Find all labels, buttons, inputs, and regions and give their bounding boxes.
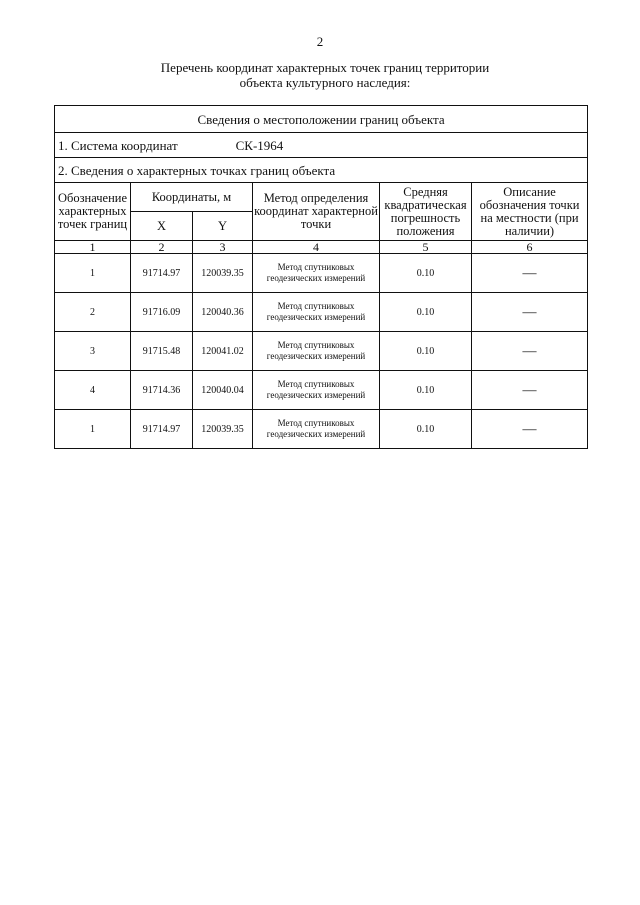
table-row	[55, 332, 588, 371]
header-error: Средняя квадратическая погрешность положения	[380, 183, 472, 241]
method-value: Метод спутниковых геодезических измерений	[253, 332, 380, 371]
header-x: X	[131, 212, 193, 241]
x-value: 91714.97	[131, 410, 193, 449]
title-line-1: Перечень координат характерных точек границ территории	[160, 60, 490, 75]
table-row	[55, 293, 588, 332]
y-value: 120040.36	[193, 293, 253, 332]
point-number: 1	[55, 254, 131, 293]
table-banner: Сведения о местоположении границ объекта	[55, 106, 588, 133]
column-number: 6	[472, 241, 588, 254]
point-number: 1	[55, 410, 131, 449]
table-row	[55, 254, 588, 293]
error-value: 0.10	[380, 371, 472, 410]
coord-system-value: СК-1964	[235, 137, 284, 153]
coord-system-label: 1. Система координат	[58, 137, 178, 153]
method-value: Метод спутниковых геодезических измерений	[253, 410, 380, 449]
header-description: Описание обозначения точки на местности (при наличии)	[472, 183, 588, 241]
x-value: 91714.97	[131, 254, 193, 293]
y-value: 120039.35	[193, 410, 253, 449]
column-number: 3	[193, 241, 253, 254]
y-value: 120039.35	[193, 254, 253, 293]
column-number: 1	[55, 241, 131, 254]
x-value: 91714.36	[131, 371, 193, 410]
point-number: 2	[55, 293, 131, 332]
header-y: Y	[193, 212, 253, 241]
page-number: 2	[316, 34, 324, 49]
coord-system-row	[55, 133, 588, 158]
method-value: Метод спутниковых геодезических измерений	[253, 254, 380, 293]
error-value: 0.10	[380, 293, 472, 332]
error-value: 0.10	[380, 332, 472, 371]
header-designation: Обозначение характерных точек границ	[55, 183, 131, 241]
column-number: 2	[131, 241, 193, 254]
description-value: —	[472, 332, 588, 371]
title-line-2: объекта культурного наследия:	[239, 75, 411, 90]
description-value: —	[472, 293, 588, 332]
y-value: 120040.04	[193, 371, 253, 410]
column-number: 5	[380, 241, 472, 254]
x-value: 91715.48	[131, 332, 193, 371]
x-value: 91716.09	[131, 293, 193, 332]
point-number: 3	[55, 332, 131, 371]
points-section-label: 2. Сведения о характерных точках границ объекта	[55, 158, 588, 183]
description-value: —	[472, 410, 588, 449]
coordinates-table	[54, 105, 588, 449]
header-method: Метод определения координат характерной точки	[253, 183, 380, 241]
method-value: Метод спутниковых геодезических измерений	[253, 293, 380, 332]
table-row	[55, 410, 588, 449]
table-row	[55, 371, 588, 410]
description-value: —	[472, 371, 588, 410]
method-value: Метод спутниковых геодезических измерений	[253, 371, 380, 410]
document-title	[0, 60, 640, 90]
error-value: 0.10	[380, 410, 472, 449]
point-number: 4	[55, 371, 131, 410]
column-number-row	[55, 241, 588, 254]
description-value: —	[472, 254, 588, 293]
header-coordinates: Координаты, м	[131, 183, 253, 212]
y-value: 120041.02	[193, 332, 253, 371]
column-number: 4	[253, 241, 380, 254]
error-value: 0.10	[380, 254, 472, 293]
